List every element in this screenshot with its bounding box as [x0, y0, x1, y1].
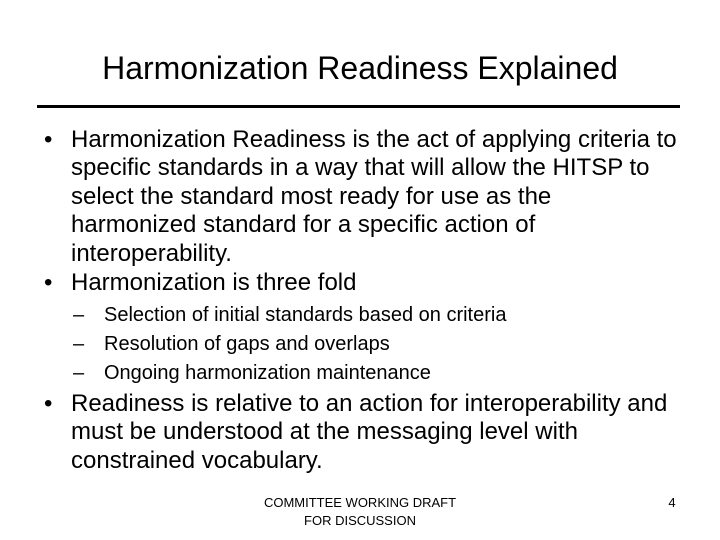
- sub-bullet-marker: –: [73, 304, 85, 326]
- sub-bullet-text: Selection of initial standards based on criteria: [104, 304, 507, 326]
- slide-title: Harmonization Readiness Explained: [102, 50, 618, 86]
- sub-bullet-marker: –: [73, 333, 85, 355]
- bullet-marker: •: [44, 126, 53, 153]
- bullet-item: [44, 269, 681, 297]
- bullet-item: [44, 126, 681, 268]
- page-number: 4: [668, 495, 676, 510]
- footer-label: [220, 494, 500, 530]
- sub-bullet-text: Resolution of gaps and overlaps: [104, 333, 390, 355]
- footer-line: COMMITTEE WORKING DRAFT: [263, 495, 457, 510]
- bullet-text: Harmonization is three fold: [71, 269, 357, 296]
- bullet-marker: •: [44, 269, 53, 296]
- bullet-marker: •: [44, 390, 53, 417]
- bullet-item: [44, 390, 681, 475]
- sub-bullet-text: Ongoing harmonization maintenance: [104, 362, 431, 384]
- sub-bullet-item: [73, 301, 664, 329]
- footer-line: FOR DISCUSSION: [304, 513, 416, 528]
- sub-bullet-marker: –: [73, 362, 85, 384]
- bullet-text: Harmonization Readiness is the act of applying criteria to specific standards in a way that will allow the HITSP to select the standard most ready for use as the harmonized standard for a specific action of interoperability.: [71, 126, 677, 267]
- title-divider: [37, 105, 680, 108]
- bullet-text: Readiness is relative to an action for interoperability and must be understood at the messaging level with constrained vocabulary.: [71, 390, 668, 474]
- sub-bullet-item: [73, 359, 664, 387]
- sub-bullet-item: [73, 330, 664, 358]
